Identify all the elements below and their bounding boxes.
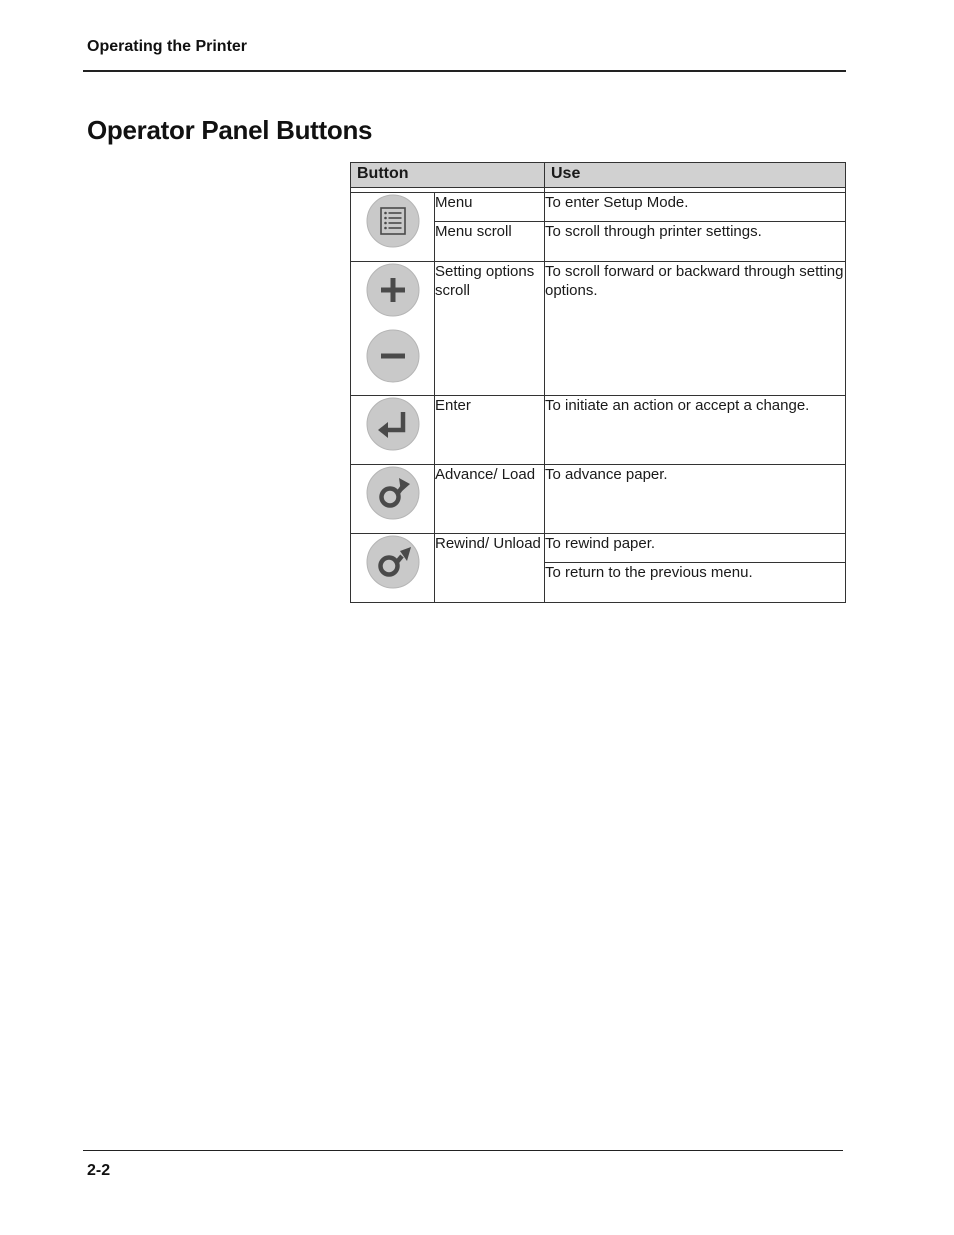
button-name-menu-scroll: Menu scroll (435, 222, 545, 262)
button-use-previous-menu: To return to the previous menu. (545, 563, 846, 603)
advance-load-button-cell (351, 465, 435, 534)
menu-button-cell (351, 193, 435, 262)
button-use-advance-load: To advance paper. (545, 465, 846, 534)
menu-list-icon (365, 193, 421, 249)
advance-load-icon (365, 465, 421, 521)
enter-button-cell (351, 396, 435, 465)
footer-rule (83, 1150, 843, 1151)
column-header-button: Button (351, 163, 545, 188)
table-row (351, 193, 846, 222)
column-header-use: Use (545, 163, 846, 188)
plus-icon (365, 262, 421, 318)
plus-minus-button-cell (351, 262, 435, 396)
button-use-menu-scroll: To scroll through printer settings. (545, 222, 846, 262)
minus-icon (365, 328, 421, 384)
header-rule (83, 70, 846, 72)
table-header-row (351, 163, 846, 188)
button-use-rewind: To rewind paper. (545, 534, 846, 563)
button-use-setting-options-scroll: To scroll forward or backward through setting options. (545, 262, 846, 396)
running-header-title: Operating the Printer (87, 38, 248, 55)
rewind-unload-icon (365, 534, 421, 590)
button-use-menu: To enter Setup Mode. (545, 193, 846, 222)
section-title: Operator Panel Buttons (87, 115, 373, 145)
button-use-enter: To initiate an action or accept a change. (545, 396, 846, 465)
button-name-advance-load: Advance/ Load (435, 465, 545, 534)
table-row (351, 396, 846, 465)
button-name-menu: Menu (435, 193, 545, 222)
table-row (351, 465, 846, 534)
button-name-setting-options-scroll: Setting options scroll (435, 262, 545, 396)
button-name-rewind-unload: Rewind/ Unload (435, 534, 545, 603)
enter-arrow-icon (365, 396, 421, 452)
operator-panel-buttons-table (350, 162, 846, 603)
button-name-enter: Enter (435, 396, 545, 465)
table-row (351, 534, 846, 563)
table-row (351, 262, 846, 396)
page-number: 2-2 (87, 1162, 111, 1179)
rewind-unload-button-cell (351, 534, 435, 603)
